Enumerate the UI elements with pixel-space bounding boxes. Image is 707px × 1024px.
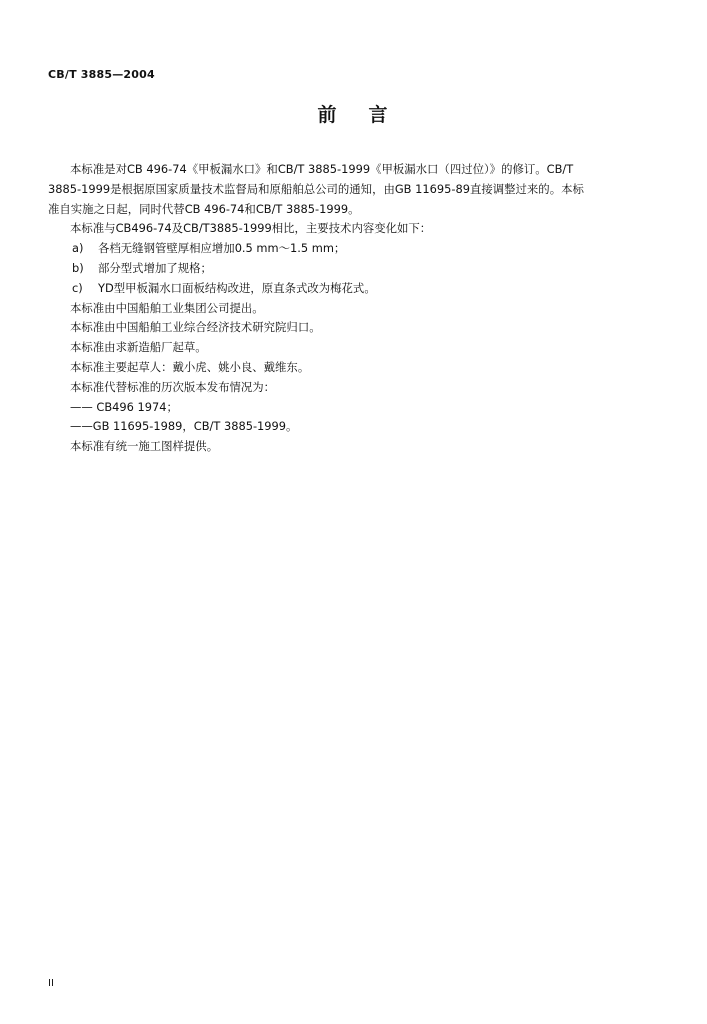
page-number: II (48, 978, 54, 989)
drawings-line: 本标准有统一施工图样提供。 (70, 439, 219, 454)
list-marker: a) (72, 241, 84, 256)
preface-body (48, 160, 668, 457)
list-text: 各档无缝钢管壁厚相应增加0.5 mm～1.5 mm； (98, 241, 346, 256)
list-marker: b) (72, 260, 84, 275)
change-item-b (48, 259, 668, 279)
list-text: YD型甲板漏水口面板结构改进，原直条式改为梅花式。 (98, 280, 376, 295)
title-char-1: 前 (317, 104, 339, 126)
drafters-line: 本标准主要起草人：戴小虎、姚小良、戴维东。 (70, 359, 310, 374)
list-text: 部分型式增加了规格； (98, 260, 212, 275)
standard-code: CB/T 3885—2004 (48, 68, 155, 81)
intro-line-2: 3885-1999是根据原国家质量技术监督局和原船舶总公司的通知，由GB 11695-89直接调整过来的。本标 (48, 181, 584, 196)
change-item-a (48, 239, 668, 259)
comparison-line: 本标准与CB496-74及CB/T3885-1999相比，主要技术内容变化如下： (70, 221, 432, 236)
title-char-2: 言 (368, 104, 390, 126)
list-marker: c) (72, 280, 83, 295)
proposed-by-line: 本标准由中国船舶工业集团公司提出。 (70, 300, 264, 315)
history-item-2: ——GB 11695-1989，CB/T 3885-1999。 (70, 419, 298, 434)
intro-line-1: 本标准是对CB 496-74《甲板漏水口》和CB/T 3885-1999《甲板漏水口（四过位）》的修订。CB/T (70, 162, 574, 176)
history-intro-line: 本标准代替标准的历次版本发布情况为： (70, 379, 276, 394)
drafted-by-line: 本标准由求新造船厂起草。 (70, 340, 207, 355)
change-item-c (48, 279, 668, 299)
managed-by-line: 本标准由中国船舶工业综合经济技术研究院归口。 (70, 320, 321, 335)
intro-line-3: 准自实施之日起，同时代替CB 496-74和CB/T 3885-1999。 (48, 201, 360, 216)
history-item-1: —— CB496 1974； (70, 399, 178, 414)
page-title (0, 100, 707, 127)
